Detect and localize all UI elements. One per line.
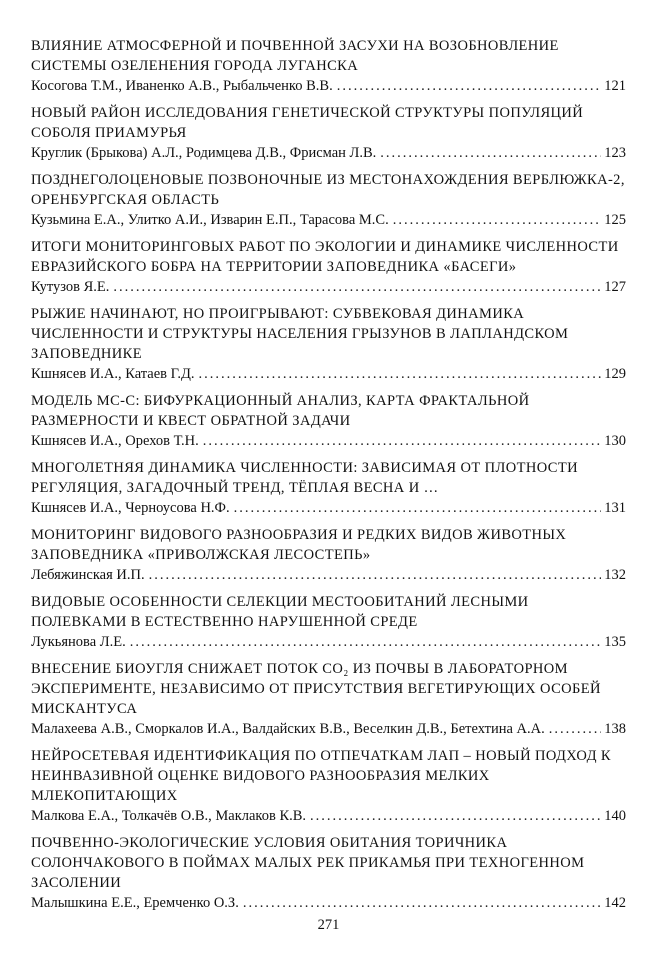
toc-entry [31, 170, 626, 230]
dotted-leader [549, 719, 602, 739]
entry-authors-line [31, 277, 626, 297]
entry-authors: Малышкина Е.Е., Еремченко О.З. [31, 895, 239, 911]
entry-page-number: 129 [604, 366, 626, 382]
dotted-leader [130, 632, 602, 652]
entry-page-number: 131 [604, 500, 626, 516]
entry-title: ВНЕСЕНИЕ БИОУГЛЯ СНИЖАЕТ ПОТОК СО₂ ИЗ ПОЧВЫ В ЛАБОРАТОРНОМ ЭКСПЕРИМЕНТЕ, НЕЗАВИСИМО ОТ ПРИСУТСТВИЯ ВЕГЕТИРУЮЩИХ ОСОБЕЙ МИСКАНТУСА [31, 661, 601, 717]
dotted-leader [149, 565, 602, 585]
dotted-leader [203, 431, 602, 451]
toc-entry [31, 592, 626, 652]
toc-entry [31, 391, 626, 451]
entry-page-number: 138 [604, 721, 626, 737]
entry-page-number: 135 [604, 634, 626, 650]
entry-authors-line [31, 719, 626, 739]
entry-title: МНОГОЛЕТНЯЯ ДИНАМИКА ЧИСЛЕННОСТИ: ЗАВИСИМАЯ ОТ ПЛОТНОСТИ РЕГУЛЯЦИЯ, ЗАГАДОЧНЫЙ ТРЕНД, ТЁПЛАЯ ВЕСНА И … [31, 460, 578, 496]
entry-title: ВЛИЯНИЕ АТМОСФЕРНОЙ И ПОЧВЕННОЙ ЗАСУХИ НА ВОЗОБНОВЛЕНИЕ СИСТЕМЫ ОЗЕЛЕНЕНИЯ ГОРОДА ЛУГАНСКА [31, 38, 559, 74]
toc-entry [31, 525, 626, 585]
toc-entry [31, 458, 626, 518]
entry-authors-line [31, 893, 626, 913]
toc-entry [31, 746, 626, 826]
entry-authors-line [31, 76, 626, 96]
entry-title: РЫЖИЕ НАЧИНАЮТ, НО ПРОИГРЫВАЮТ: СУБВЕКОВАЯ ДИНАМИКА ЧИСЛЕННОСТИ И СТРУКТУРЫ НАСЕЛЕНИЯ ГРЫЗУНОВ В ЛАПЛАНДСКОМ ЗАПОВЕДНИКЕ [31, 306, 569, 362]
page-footer [0, 917, 657, 934]
entry-authors-line [31, 806, 626, 826]
page-number: 271 [317, 917, 340, 933]
dotted-leader [199, 364, 602, 384]
entry-authors-line [31, 210, 626, 230]
entry-title: ПОЧВЕННО-ЭКОЛОГИЧЕСКИЕ УСЛОВИЯ ОБИТАНИЯ ТОРИЧНИКА СОЛОНЧАКОВОГО В ПОЙМАХ МАЛЫХ РЕК ПРИКАМЬЯ ПРИ ТЕХНОГЕННОМ ЗАСОЛЕНИИ [31, 835, 585, 891]
entry-page-number: 130 [604, 433, 626, 449]
entry-authors-line [31, 143, 626, 163]
entry-authors: Лукьянова Л.Е. [31, 634, 126, 650]
entry-authors: Кшнясев И.А., Орехов Т.Н. [31, 433, 199, 449]
dotted-leader [234, 498, 602, 518]
entry-authors: Кшнясев И.А., Черноусова Н.Ф. [31, 500, 230, 516]
entry-authors-line [31, 632, 626, 652]
toc-entry [31, 237, 626, 297]
entry-authors: Кшнясев И.А., Катаев Г.Д. [31, 366, 195, 382]
entry-title: ИТОГИ МОНИТОРИНГОВЫХ РАБОТ ПО ЭКОЛОГИИ И ДИНАМИКЕ ЧИСЛЕННОСТИ ЕВРАЗИЙСКОГО БОБРА НА ТЕРРИТОРИИ ЗАПОВЕДНИКА «БАСЕГИ» [31, 239, 619, 275]
entry-page-number: 142 [604, 895, 626, 911]
entry-authors: Лебяжинская И.П. [31, 567, 145, 583]
entry-page-number: 125 [604, 212, 626, 228]
entry-title: МОДЕЛЬ МС-С: БИФУРКАЦИОННЫЙ АНАЛИЗ, КАРТА ФРАКТАЛЬНОЙ РАЗМЕРНОСТИ И КВЕСТ ОБРАТНОЙ ЗАДАЧИ [31, 393, 530, 429]
dotted-leader [113, 277, 601, 297]
entry-authors-line [31, 565, 626, 585]
dotted-leader [310, 806, 601, 826]
entry-authors-line [31, 364, 626, 384]
dotted-leader [337, 76, 602, 96]
toc-entry [31, 304, 626, 384]
entry-authors: Круглик (Брыкова) А.Л., Родимцева Д.В., Фрисман Л.В. [31, 145, 377, 161]
entry-authors-line [31, 431, 626, 451]
entry-title: ВИДОВЫЕ ОСОБЕННОСТИ СЕЛЕКЦИИ МЕСТООБИТАНИЙ ЛЕСНЫМИ ПОЛЕВКАМИ В ЕСТЕСТВЕННО НАРУШЕННОЙ СРЕДЕ [31, 594, 529, 630]
entry-title: ПОЗДНЕГОЛОЦЕНОВЫЕ ПОЗВОНОЧНЫЕ ИЗ МЕСТОНАХОЖДЕНИЯ ВЕРБЛЮЖКА-2, ОРЕНБУРГСКАЯ ОБЛАСТЬ [31, 172, 625, 208]
toc-entry [31, 659, 626, 739]
entry-page-number: 132 [604, 567, 626, 583]
dotted-leader [243, 893, 601, 913]
entry-page-number: 121 [604, 78, 626, 94]
toc-entry [31, 833, 626, 913]
dotted-leader [380, 143, 601, 163]
entry-page-number: 127 [604, 279, 626, 295]
toc-entry [31, 103, 626, 163]
entry-title: НОВЫЙ РАЙОН ИССЛЕДОВАНИЯ ГЕНЕТИЧЕСКОЙ СТРУКТУРЫ ПОПУЛЯЦИЙ СОБОЛЯ ПРИАМУРЬЯ [31, 105, 584, 141]
dotted-leader [393, 210, 602, 230]
entry-page-number: 140 [604, 808, 626, 824]
toc-list [31, 36, 626, 913]
entry-page-number: 123 [604, 145, 626, 161]
entry-authors: Малахеева А.В., Сморкалов И.А., Валдайских В.В., Веселкин Д.В., Бетехтина А.А. [31, 721, 545, 737]
entry-authors: Косогова Т.М., Иваненко А.В., Рыбальченко В.В. [31, 78, 333, 94]
entry-authors-line [31, 498, 626, 518]
toc-entry [31, 36, 626, 96]
entry-title: НЕЙРОСЕТЕВАЯ ИДЕНТИФИКАЦИЯ ПО ОТПЕЧАТКАМ ЛАП – НОВЫЙ ПОДХОД К НЕИНВАЗИВНОЙ ОЦЕНКЕ ВИДОВОГО РАЗНООБРАЗИЯ МЕЛКИХ МЛЕКОПИТАЮЩИХ [31, 748, 611, 804]
entry-authors: Малкова Е.А., Толкачёв О.В., Маклаков К.В. [31, 808, 307, 824]
entry-title: МОНИТОРИНГ ВИДОВОГО РАЗНООБРАЗИЯ И РЕДКИХ ВИДОВ ЖИВОТНЫХ ЗАПОВЕДНИКА «ПРИВОЛЖСКАЯ ЛЕСОСТЕПЬ» [31, 527, 567, 563]
entry-authors: Кузьмина Е.А., Улитко А.И., Изварин Е.П., Тарасова М.С. [31, 212, 389, 228]
entry-authors: Кутузов Я.Е. [31, 279, 110, 295]
